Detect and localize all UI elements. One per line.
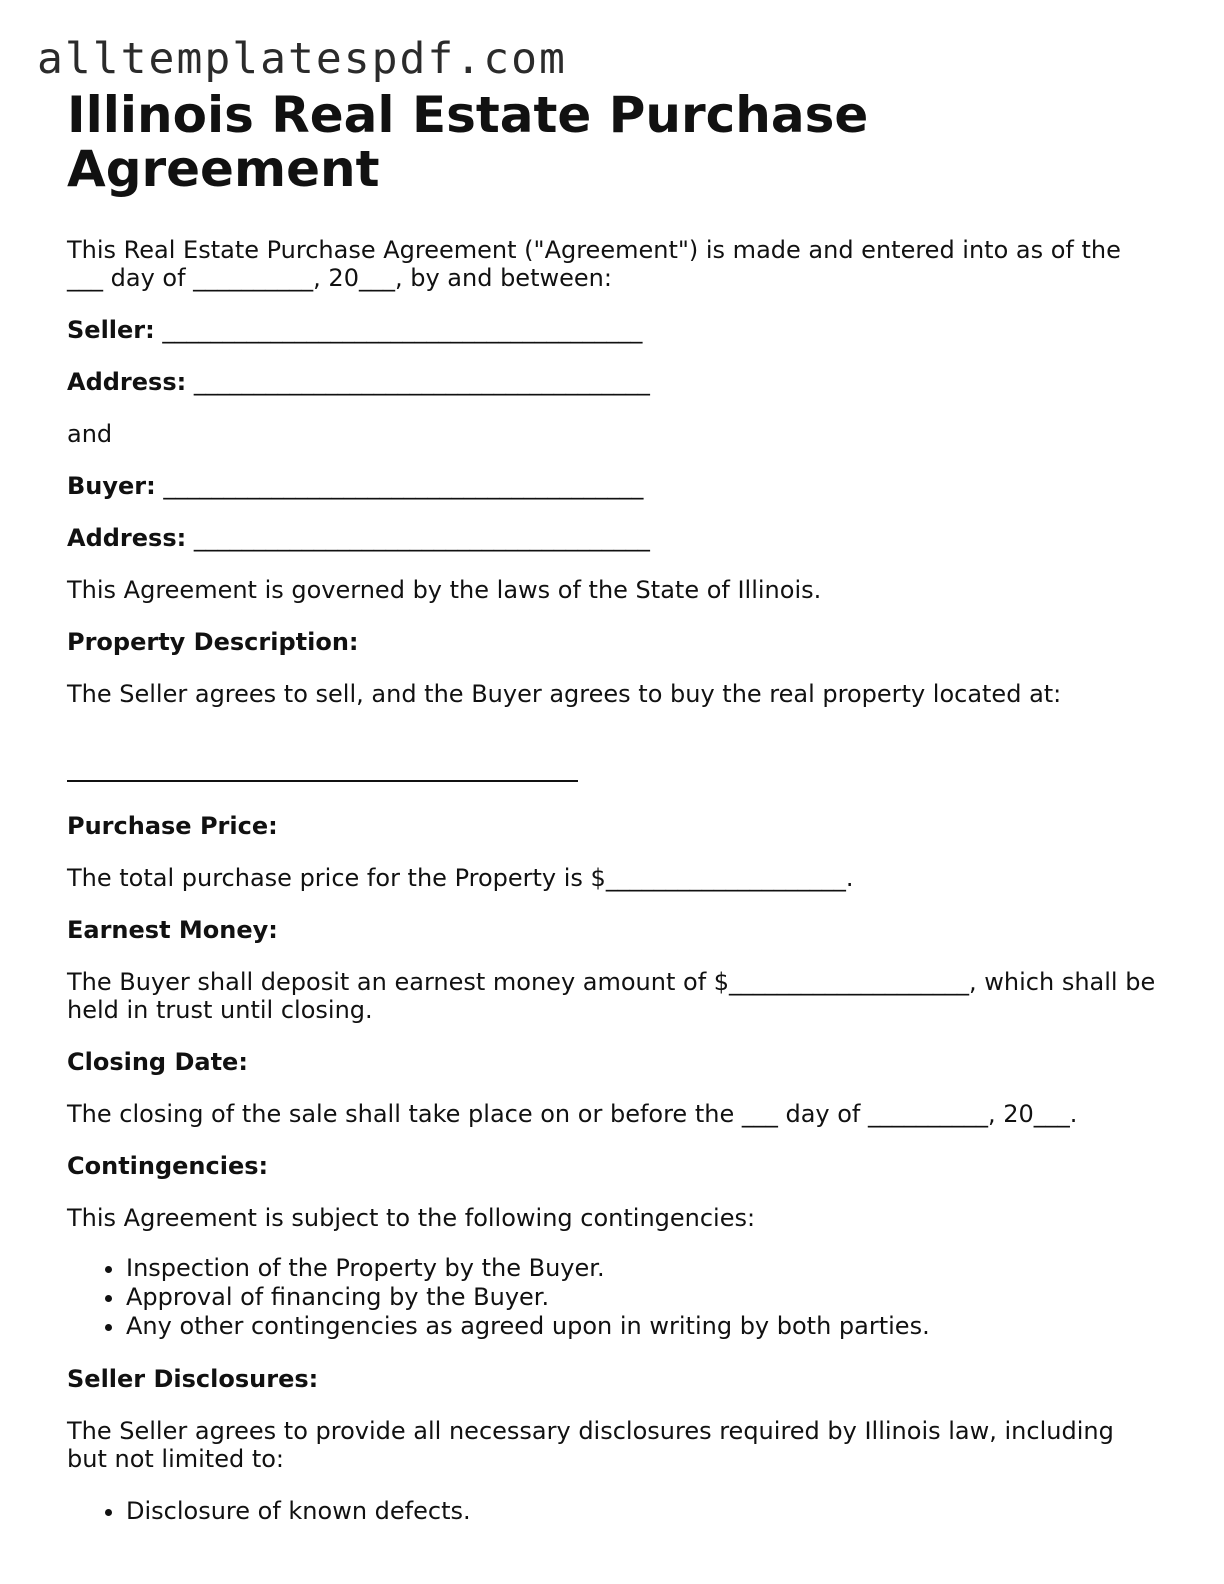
purchase-price-heading: Purchase Price: [67,812,278,840]
property-text: The Seller agrees to sell, and the Buyer agrees to buy the real property located at: [67,680,1062,708]
list-item: • Disclosure of known defects. [126,1497,1157,1526]
list-item: • Any other contingencies as agreed upon in writing by both parties. [126,1312,1157,1341]
governing-law-text: This Agreement is governed by the laws of the State of Illinois. [67,576,822,604]
earnest-money-text: The Buyer shall deposit an earnest money amount of $____________________, which shall be held in trust until closing. [67,968,1156,1024]
seller-address-label: Address: [67,368,187,396]
document-page [67,88,1157,1526]
seller-address-field [67,368,1157,396]
buyer-label: Buyer: [67,472,156,500]
seller-field [67,316,1157,344]
seller-label: Seller: [67,316,155,344]
seller-blank[interactable]: ________________________________________ [162,316,643,344]
seller-address-blank[interactable]: ______________________________________ [193,368,650,396]
seller-disclosures-list [67,1497,1157,1526]
page-title: Illinois Real Estate Purchase Agreement [67,86,869,198]
property-heading: Property Description: [67,628,359,656]
property-address-blank[interactable] [67,760,1157,788]
and-text: and [67,420,113,448]
buyer-address-blank[interactable]: ______________________________________ [193,524,650,552]
buyer-address-field [67,524,1157,552]
purchase-price-text: The total purchase price for the Property is $____________________. [67,864,854,892]
contingencies-text: This Agreement is subject to the following contingencies: [67,1204,756,1232]
seller-disclosures-text: The Seller agrees to provide all necessary disclosures required by Illinois law, including but not limited to: [67,1417,1114,1473]
list-item: • Approval of financing by the Buyer. [126,1283,1157,1312]
buyer-field [67,472,1157,500]
watermark: alltemplatespdf.com [37,34,567,84]
closing-date-heading: Closing Date: [67,1048,248,1076]
contingencies-heading: Contingencies: [67,1152,269,1180]
contingencies-list [67,1254,1157,1341]
buyer-address-label: Address: [67,524,187,552]
earnest-money-heading: Earnest Money: [67,916,278,944]
buyer-blank[interactable]: ________________________________________ [163,472,644,500]
list-item: • Inspection of the Property by the Buyer. [126,1254,1157,1283]
intro-paragraph: This Real Estate Purchase Agreement ("Agreement") is made and entered into as of the ___ day of __________, 20___, by and between: [67,236,1121,292]
closing-date-text: The closing of the sale shall take place on or before the ___ day of __________, 20___. [67,1100,1078,1128]
seller-disclosures-heading: Seller Disclosures: [67,1365,319,1393]
